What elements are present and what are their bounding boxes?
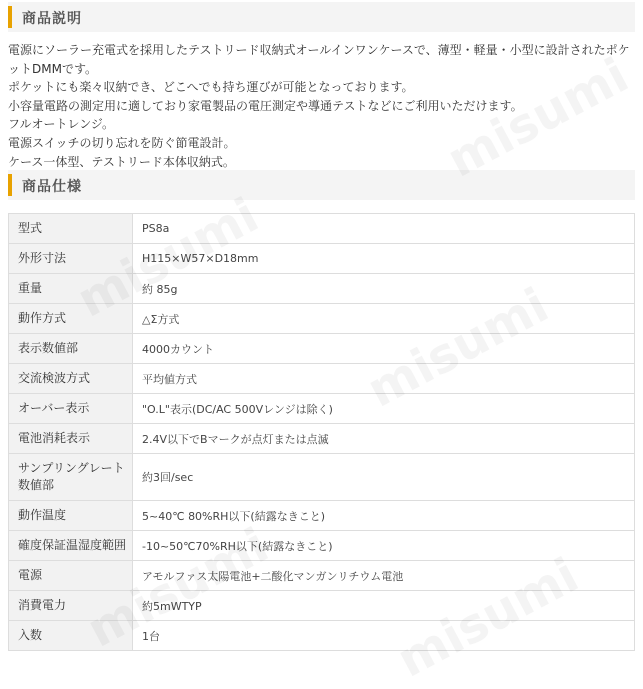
description-line: 電源スイッチの切り忘れを防ぐ節電設計。 [8, 135, 236, 150]
table-row [9, 394, 635, 424]
table-row [9, 561, 635, 591]
description-line: フルオートレンジ。 [8, 117, 114, 132]
spec-label: 確度保証温湿度範囲 [9, 531, 133, 561]
spec-value: 約 85g [133, 274, 635, 304]
table-row [9, 531, 635, 561]
accent-bar [8, 174, 12, 196]
spec-title: 商品仕様 [22, 179, 82, 195]
description-line: 小容量電路の測定用に適しており家電製品の電圧測定や導通テストなどにご利用いただけます。 [8, 98, 523, 113]
spec-value: 4000カウント [133, 334, 635, 364]
description-line: 電源にソーラー充電式を採用したテストリード収納式オールインワンケースで、薄型・軽量・小型に設計されたポケ [8, 43, 630, 57]
spec-table [8, 213, 635, 651]
spec-label: 電池消耗表示 [9, 424, 133, 454]
spec-value: 約3回/sec [133, 454, 635, 501]
spec-value: △Σ方式 [133, 304, 635, 334]
spec-label: 動作温度 [9, 501, 133, 531]
spec-value: 平均値方式 [133, 364, 635, 394]
spec-value: -10~50℃70%RH以下(結露なきこと) [133, 531, 635, 561]
description-section-header [8, 2, 635, 32]
spec-label: 型式 [9, 214, 133, 244]
description-line: ケース一体型、テストリード本体収納式。 [8, 154, 235, 169]
spec-value: 1台 [133, 621, 635, 651]
description-line: ポケットにも楽々収納でき、どこへでも持ち運びが可能となっております。 [8, 80, 414, 95]
table-row [9, 214, 635, 244]
spec-label: 電源 [9, 561, 133, 591]
table-row [9, 591, 635, 621]
spec-value: 5~40℃ 80%RH以下(結露なきこと) [133, 501, 635, 531]
spec-label: 表示数値部 [9, 334, 133, 364]
accent-bar [8, 6, 12, 28]
spec-section-header [8, 170, 635, 200]
spec-label: 入数 [9, 621, 133, 651]
table-row [9, 304, 635, 334]
spec-label: 消費電力 [9, 591, 133, 621]
table-row [9, 274, 635, 304]
spec-label: 外形寸法 [9, 244, 133, 274]
table-row [9, 334, 635, 364]
description-body [8, 41, 635, 171]
spec-label: 重量 [9, 274, 133, 304]
table-row [9, 244, 635, 274]
spec-label: オーバー表示 [9, 394, 133, 424]
spec-value: アモルファス太陽電池+二酸化マンガンリチウム電池 [133, 561, 635, 591]
table-row [9, 364, 635, 394]
spec-label: 動作方式 [9, 304, 133, 334]
description-title: 商品説明 [22, 11, 82, 27]
description-line: ットDMMです。 [8, 61, 97, 76]
table-row [9, 454, 635, 501]
spec-label: 交流検波方式 [9, 364, 133, 394]
spec-value: "O.L"表示(DC/AC 500Vレンジは除く) [133, 394, 635, 424]
table-row [9, 501, 635, 531]
spec-value: 約5mWTYP [133, 591, 635, 621]
spec-label: サンプリングレート数値部 [9, 454, 133, 501]
spec-value: 2.4V以下でBマークが点灯または点滅 [133, 424, 635, 454]
table-row [9, 424, 635, 454]
spec-value: H115×W57×D18mm [133, 244, 635, 274]
spec-value: PS8a [133, 214, 635, 244]
table-row [9, 621, 635, 651]
